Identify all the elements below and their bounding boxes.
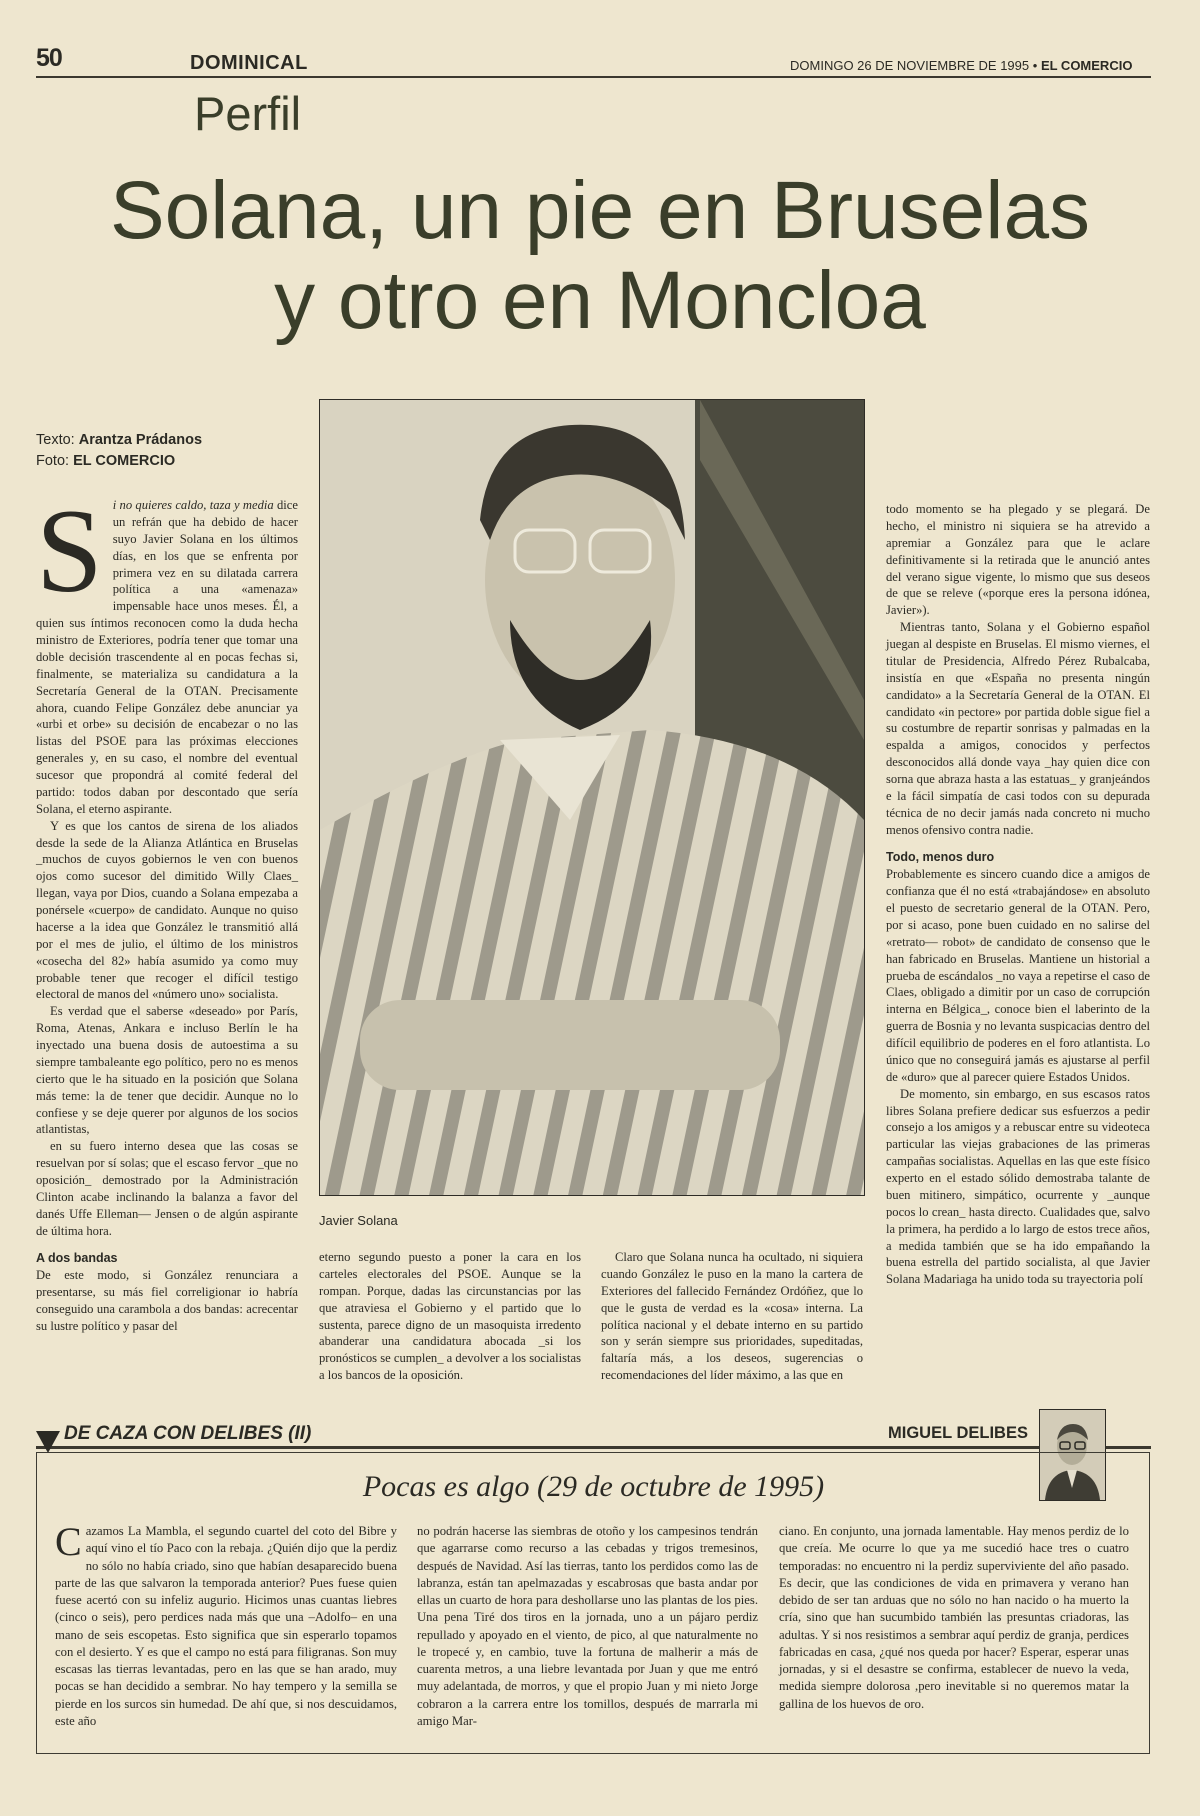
article-paragraph: en su fuero interno desea que las cosas se resuelvan por sí solas; que el escaso fervor _que no oposición_ demostrado por la Administración Clinton acabe inclinando la balanza a favor del danés Uffe Elleman— Jensen o de algún aspirante de última hora. <box>36 1139 298 1238</box>
article-paragraph: Y es que los cantos de sirena de los aliados desde la sede de la Alianza Atlántica en Bruselas _muchos de cuyos gobiernos le ven con buenos ojos como sucesor del dimitido Willy Claes_ llegan, vaya por Dios, cuando a Solana empezaba a ponérsele «cuerpo» de candidato. Aunque no quiso hacerse a la idea que González le transmitió allá por el mes de julio, el último de los ministros «cosecha del 82» había asumido ya como muy probable tener que recoger el difícil testigo electoral de manos del «número uno» socialista. <box>36 818 298 1002</box>
series-marker-icon <box>36 1431 60 1453</box>
article-paragraph: Es verdad que el saberse «deseado» por París, Roma, Atenas, Ankara e incluso Berlín le ha inyectado una buena dosis de autoestima a su siempre tambaleante ego político, pero no es menos cierto que le ha situado en la posición que Solana más teme: la de tener que decidir. Aunque no lo confiese y se deje querer por algunos de los socios atlantistas, <box>36 1004 298 1137</box>
article-paragraph: eterno segundo puesto a poner la cara en los carteles electorales del PSOE. Aunque se la rompan. Porque, dadas las circunstancias por las que atraviesa el Gobierno y el partido que lo sustenta, parece digno de un masoquista irredento abanderar una candidatura abocada _si los pronósticos se cumplen_ a devolver a los socialistas a los bancos de la oposición. <box>319 1250 581 1383</box>
article-lead: i no quieres caldo, taza y media dice un refrán que ha debido de hacer suyo Javier Solana en los últimos días, en los que se enfrenta por primera vez en su dilatada carrera política a una «amenaza» impensable hace unos meses. Él, a quien sus íntimos reconocen como la duda hecha ministro de Exteriores, podría tener que tomar una doble decisión trascendente al en pocas fechas si, finalmente, se materializa su candidatura a la Secretaría General de la OTAN. Precisamente ahora, cuando Felipe González debe anunciar ya «urbi et orbe» su decisión de encabezar o no las listas del PSOE para las próximas elecciones generales y, en su caso, el nombre del eventual sucesor que propondrá al comité federal del partido: todos daban por descontado que sería Solana, el eterno aspirante. <box>36 498 298 816</box>
column-dropcap: C <box>55 1519 82 1564</box>
section-name: DOMINICAL <box>190 52 308 74</box>
article-paragraph: De momento, sin embargo, en sus escasos ratos libres Solana prefiere dedicar sus esfuerzos a pedir consejo a los amigos y a rebuscar entre su videoteca particular las viejas grabaciones de las primeras campañas socialistas. Aquellas en las que este físico experto en el estado sólido demostraba talante de buen mitinero, simpático, ocurrente y _aunque pocos lo crean_ hasta directo. Cualidades que, salvo la primera, ha perdido a lo largo de estos trece años, a medida también que se ha ido empañando la buena estrella del partido socialista, al que Javier Solana Madariaga ha unido toda su trayectoria polí <box>886 1086 1150 1287</box>
article-column-1 <box>36 484 298 1335</box>
dateline <box>790 58 1132 73</box>
column-text-2 <box>417 1523 758 1730</box>
series-title: DE CAZA CON DELIBES (II) <box>64 1423 317 1445</box>
article-column-3 <box>601 1249 863 1384</box>
subhead-a-dos-bandas: A dos bandas <box>36 1250 118 1265</box>
column-author: MIGUEL DELIBES <box>884 1424 1036 1443</box>
article-paragraph: todo momento se ha plegado y se plegará. De hecho, el ministro ni siquiera se ha atrevido a apremiar a González para que le aclare definitivamente si la retirada que le anunció antes del verano sigue vigente, lo mismo que sus deseos de que se releve («porque eres la persona idónea, Javier»). <box>886 502 1150 618</box>
headline-line-1: Solana, un pie en Bruselas <box>109 165 1091 256</box>
credit-photo: Foto: EL COMERCIO <box>36 453 176 470</box>
column-paragraph: azamos La Mambla, el segundo cuartel del coto del Bibre y aquí vino el tío Paco con la rebaja. ¿Quién dijo que la perdiz no sólo no había criado, sino que habían desaparecido buena parte de las que salvaron la temporada anterior? Pues fuese quien fuese acertó con su infeliz augurio. Hicimos unas cuantas liebres (cinco o seis), pero perdices nada más que una –Adolfo– en una mano de seis escopetas. Esto significa que sin esperarlo topamos con el desierto. Y es que el campo no está para filigranas. Son muy escasas las tierras levantadas, pero en las que se han arado, muy pocas se han decidido a sembrar. No hay tempero y la semilla se pierde en los surcos sin humedad. De ahí que, si nos descuidamos, este año <box>55 1524 397 1728</box>
header-rule <box>36 76 1151 78</box>
kicker: Perfil <box>194 87 302 140</box>
credits <box>36 430 202 473</box>
article-column-2 <box>319 1249 581 1384</box>
bullet: • <box>1032 58 1038 73</box>
photo-caption: Javier Solana <box>319 1213 398 1228</box>
portrait-illustration <box>320 400 864 1195</box>
column-paragraph: no podrán hacerse las siembras de otoño y los campesinos tendrán que agarrarse como recurso a las cebadas y trigos tremesinos, después de Navidad. Así las tierras, tanto los perdidos como las de labranza, están tan apelmazadas y escabrosas que basta andar por ellas un cuarto de hora para deshollarse uno las plantas de los pies. Una pena Tiré dos tiros en la jornada, uno a un pájaro perdiz repullado y apoyado en el viento, de pico, al que naturalmente no le tropecé y, en cambio, tuve la fortuna de malherir a más de cuarenta metros, a una liebre levantada por Juan y que me entró muy adelantada, de morros, y que el propio Juan y mi nieto Jorge cobraron a la carrera entre los tomillos, después de marrarla mi amigo Mar- <box>417 1524 758 1728</box>
dateline-date: DOMINGO 26 DE NOVIEMBRE DE 1995 <box>790 58 1030 73</box>
article-column-4 <box>886 501 1150 1288</box>
credit-text: Texto: Arantza Prádanos <box>36 432 203 448</box>
portrait-photo <box>319 399 865 1196</box>
dropcap: S <box>36 484 103 617</box>
publication-name: EL COMERCIO <box>1040 58 1133 73</box>
page-number: 50 <box>36 44 62 72</box>
article-paragraph: De este modo, si González renunciara a presentarse, su más fiel correligionar io habría conseguido una carambola a dos bandas: acrecentar su lustre político y pasar del <box>36 1268 298 1333</box>
headline <box>0 165 1200 347</box>
article-paragraph: Mientras tanto, Solana y el Gobierno español juegan al despiste en Bruselas. El mismo viernes, el titular de Presidencia, Alfredo Pérez Rubalcaba, insistía en que «España no presenta ningún candidato» a la Secretaría General de la OTAN. El candidato «in pectore» por partida doble sigue fiel a su costumbre de repartir sonrisas y palmadas en la espalda a amigos, conocidos y perfectos desconocidos allá donde vaya _hay quien dice con sorna que abraza hasta a las estatuas_ y granjeándos e la fácil simpatía de casi todos con su depurada técnica de no decir jamás nada concreto ni mucho menos ofensivo contra nadie. <box>886 620 1150 837</box>
article-paragraph: Claro que Solana nunca ha ocultado, ni siquiera cuando González le puso en la mano la cartera de Exteriores del fallecido Fernández Ordóñez, que lo que le gusta de verdad es la «cosa» interna. La política nacional y el debate interno en su partido son y serán siempre sus prioridades, supeditadas, faltaría más, a los deseos, sugerencias o recomendaciones del líder máximo, a las que en <box>601 1250 863 1383</box>
article-paragraph: Probablemente es sincero cuando dice a amigos de confianza que él no está «trabajándose» en absoluto el puesto de secretario general de la OTAN. Pero, por si acaso, pone buen cuidado en no salirse del «retrato— robot» de candidato de consenso que le han fabricado en Bruselas. Mantiene un historial a prueba de escándalos _no vaya a repetirse el caso de Claes, obligado a dimitir por un caso de corrupción interna en Bélgica_, conoce bien el laberinto de la guerra de Bosnia y no levanta suspicacias dentro del difícil equilibrio de poderes en el foro atlantista. Lo único que no conseguirá jamás es ajustarse al perfil de «duro» que al parecer quiere Estados Unidos. <box>886 867 1150 1084</box>
column-text-1 <box>55 1519 397 1730</box>
column-paragraph: ciano. En conjunto, una jornada lamentable. Hay menos perdiz de lo que creía. Me ocurre lo que ya me sucedió hace tres o cuatro temporadas: no encuentro ni la perdiz superviviente del año pasado. Es decir, que las condiciones de vida en primavera y verano han debido de ser tan arduas que no sólo no han nacido o ha muerto la cría, sino que han sucumbido también las presuntas criadoras, las adultas. Y si nos resistimos a sembrar aquí perdiz de granja, perdices fabricadas en casa, ¿qué nos queda por hacer? Esperar, esperar unas jornadas, y si el desastre se confirma, establecer de nuevo la veda, medida siempre dolorosa ,pero inevitable si no queremos matar la gallina de los huevos de oro. <box>779 1524 1129 1711</box>
column-title: Pocas es algo (29 de octubre de 1995) <box>362 1470 825 1503</box>
column-text-3 <box>779 1523 1129 1713</box>
column-box-rule <box>36 1446 1151 1449</box>
subhead-todo-menos-duro: Todo, menos duro <box>886 849 995 864</box>
headline-line-2: y otro en Moncloa <box>274 255 926 347</box>
